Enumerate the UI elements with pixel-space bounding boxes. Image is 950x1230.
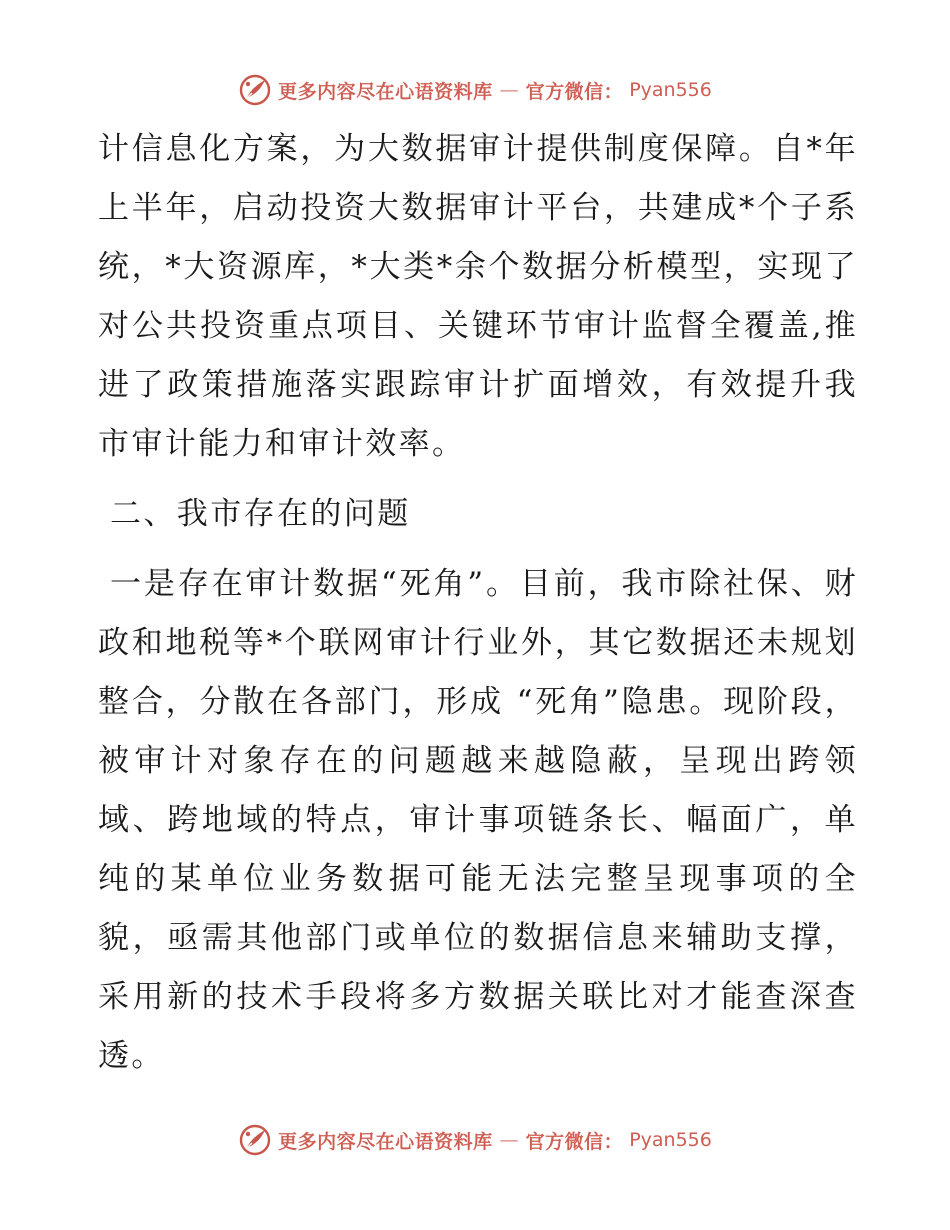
paragraph-1: 计信息化方案，为大数据审计提供制度保障。自*年上半年，启动投资大数据审计平台，共建成*个子系统，*大资源库，*大类*余个数据分析模型，实现了对公共投资重点项目、关键环节审计监督全覆盖,推进了政策措施落实跟踪审计扩面增效，有效提升我市审计能力和审计效率。 — [98, 131, 858, 462]
quill-pen-logo-icon — [238, 1123, 272, 1157]
banner-label: 官方微信： — [525, 80, 624, 103]
banner-dash: — — [499, 79, 519, 101]
banner-wechat-id: Pyan556 — [629, 1129, 712, 1151]
banner-text: 更多内容尽在心语资料库 — [278, 1130, 493, 1153]
paragraph-2: 一是存在审计数据“死角”。目前，我市除社保、财政和地税等*个联网审计行业外，其它数据还未规划整合，分散在各部门，形成 “死角”隐患。现阶段，被审计对象存在的问题越来越隐蔽，呈现出跨领域、跨地域的特点，审计事项链条长、幅面广，单纯的某单位业务数据可能无法完整呈现事项的全貌，亟需其他部门或单位的数据信息来辅助支撑，采用新的技术手段将多方数据关联比对才能查深查透。 — [98, 566, 858, 1074]
quill-pen-logo-icon — [238, 73, 272, 107]
banner-wechat-id: Pyan556 — [629, 79, 712, 101]
banner-dash: — — [499, 1129, 519, 1151]
banner-label: 官方微信： — [525, 1130, 624, 1153]
banner-text: 更多内容尽在心语资料库 — [278, 80, 493, 103]
header-banner — [0, 70, 950, 110]
footer-banner — [0, 1120, 950, 1160]
section-heading: 二、我市存在的问题 — [110, 496, 411, 532]
document-body — [98, 120, 858, 1086]
